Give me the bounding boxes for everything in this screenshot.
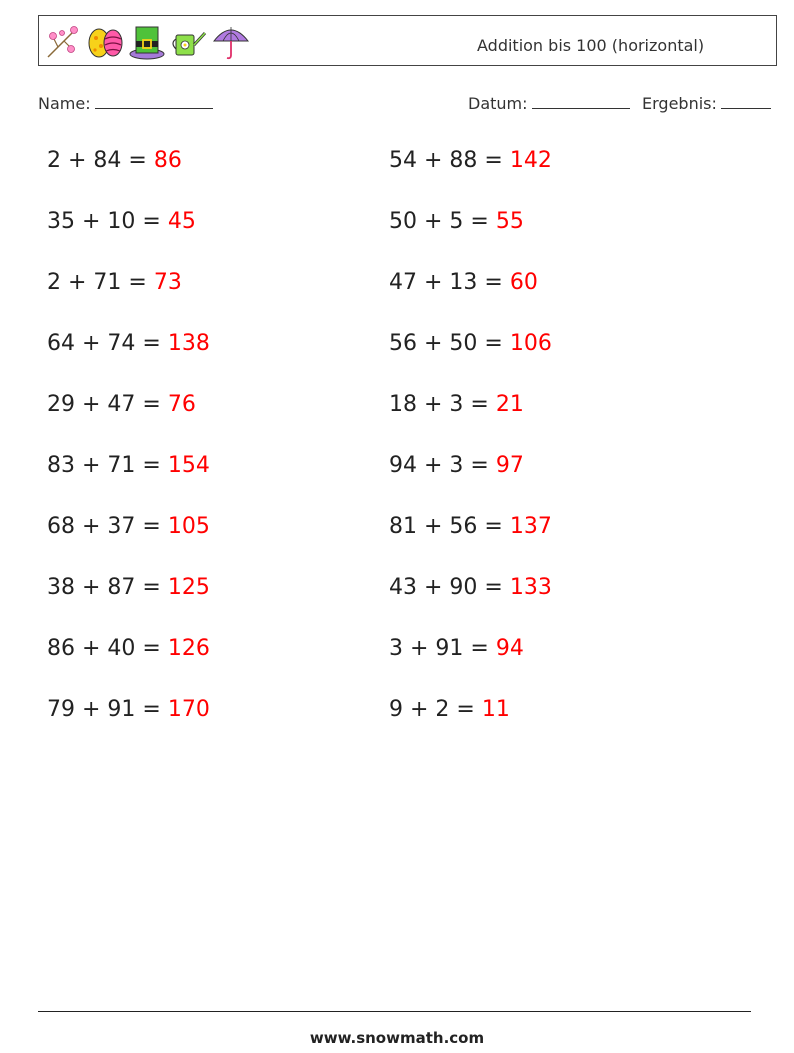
date-field [468,94,630,113]
problem-question: 9 + 2 = [389,697,475,722]
result-label: Ergebnis: [642,94,717,113]
result-line [721,94,771,109]
problem-answer: 60 [509,270,538,295]
problem-answer: 97 [495,453,524,478]
problem-question: 2 + 84 = [47,148,147,173]
problem-item [47,514,210,539]
problem-answer: 11 [481,697,510,722]
problem-answer: 76 [167,392,196,417]
watering-can-icon [170,21,208,61]
problem-item [389,575,552,600]
problem-question: 35 + 10 = [47,209,161,234]
result-field [642,94,771,113]
problem-answer: 125 [167,575,210,600]
problem-question: 68 + 37 = [47,514,161,539]
problem-answer: 133 [509,575,552,600]
problem-question: 64 + 74 = [47,331,161,356]
problem-answer: 94 [495,636,524,661]
problem-item [47,209,196,234]
problem-question: 94 + 3 = [389,453,489,478]
problem-answer: 138 [167,331,210,356]
problem-question: 83 + 71 = [47,453,161,478]
problem-answer: 126 [167,636,210,661]
problem-answer: 86 [153,148,182,173]
problem-question: 43 + 90 = [389,575,503,600]
footer-divider [38,1011,751,1012]
problem-item [389,209,524,234]
problem-item [47,575,210,600]
problem-answer: 106 [509,331,552,356]
problem-item [389,331,552,356]
problem-answer: 154 [167,453,210,478]
problem-question: 38 + 87 = [47,575,161,600]
problem-answer: 21 [495,392,524,417]
problem-answer: 137 [509,514,552,539]
problem-answer: 170 [167,697,210,722]
problem-question: 2 + 71 = [47,270,147,295]
problem-question: 29 + 47 = [47,392,161,417]
umbrella-icon [212,21,250,61]
problem-item [47,636,210,661]
problem-answer: 45 [167,209,196,234]
problem-item [389,392,524,417]
date-line [532,94,630,109]
leprechaun-hat-icon [128,21,166,61]
icon-strip [44,21,250,61]
problem-question: 54 + 88 = [389,148,503,173]
name-field [38,94,213,113]
problem-item [47,331,210,356]
problem-item [47,392,196,417]
problem-item [389,270,538,295]
easter-egg-icon [86,21,124,61]
problem-item [47,148,182,173]
problem-item [389,697,510,722]
page-title: Addition bis 100 (horizontal) [477,36,705,55]
header-box [38,15,777,66]
name-label: Name: [38,94,91,113]
problem-question: 56 + 50 = [389,331,503,356]
problem-answer: 73 [153,270,182,295]
problem-question: 79 + 91 = [47,697,161,722]
problem-question: 3 + 91 = [389,636,489,661]
problem-item [47,270,182,295]
problem-item [389,453,524,478]
problem-answer: 105 [167,514,210,539]
problem-answer: 142 [509,148,552,173]
problem-item [47,453,210,478]
date-label: Datum: [468,94,528,113]
footer-site: www.snowmath.com [309,1029,485,1047]
flower-branch-icon [44,21,82,61]
problem-question: 50 + 5 = [389,209,489,234]
problem-question: 86 + 40 = [47,636,161,661]
problem-item [389,148,552,173]
problem-item [47,697,210,722]
problem-question: 47 + 13 = [389,270,503,295]
name-line [95,94,213,109]
problem-question: 81 + 56 = [389,514,503,539]
problem-item [389,514,552,539]
problem-question: 18 + 3 = [389,392,489,417]
problem-answer: 55 [495,209,524,234]
problem-item [389,636,524,661]
